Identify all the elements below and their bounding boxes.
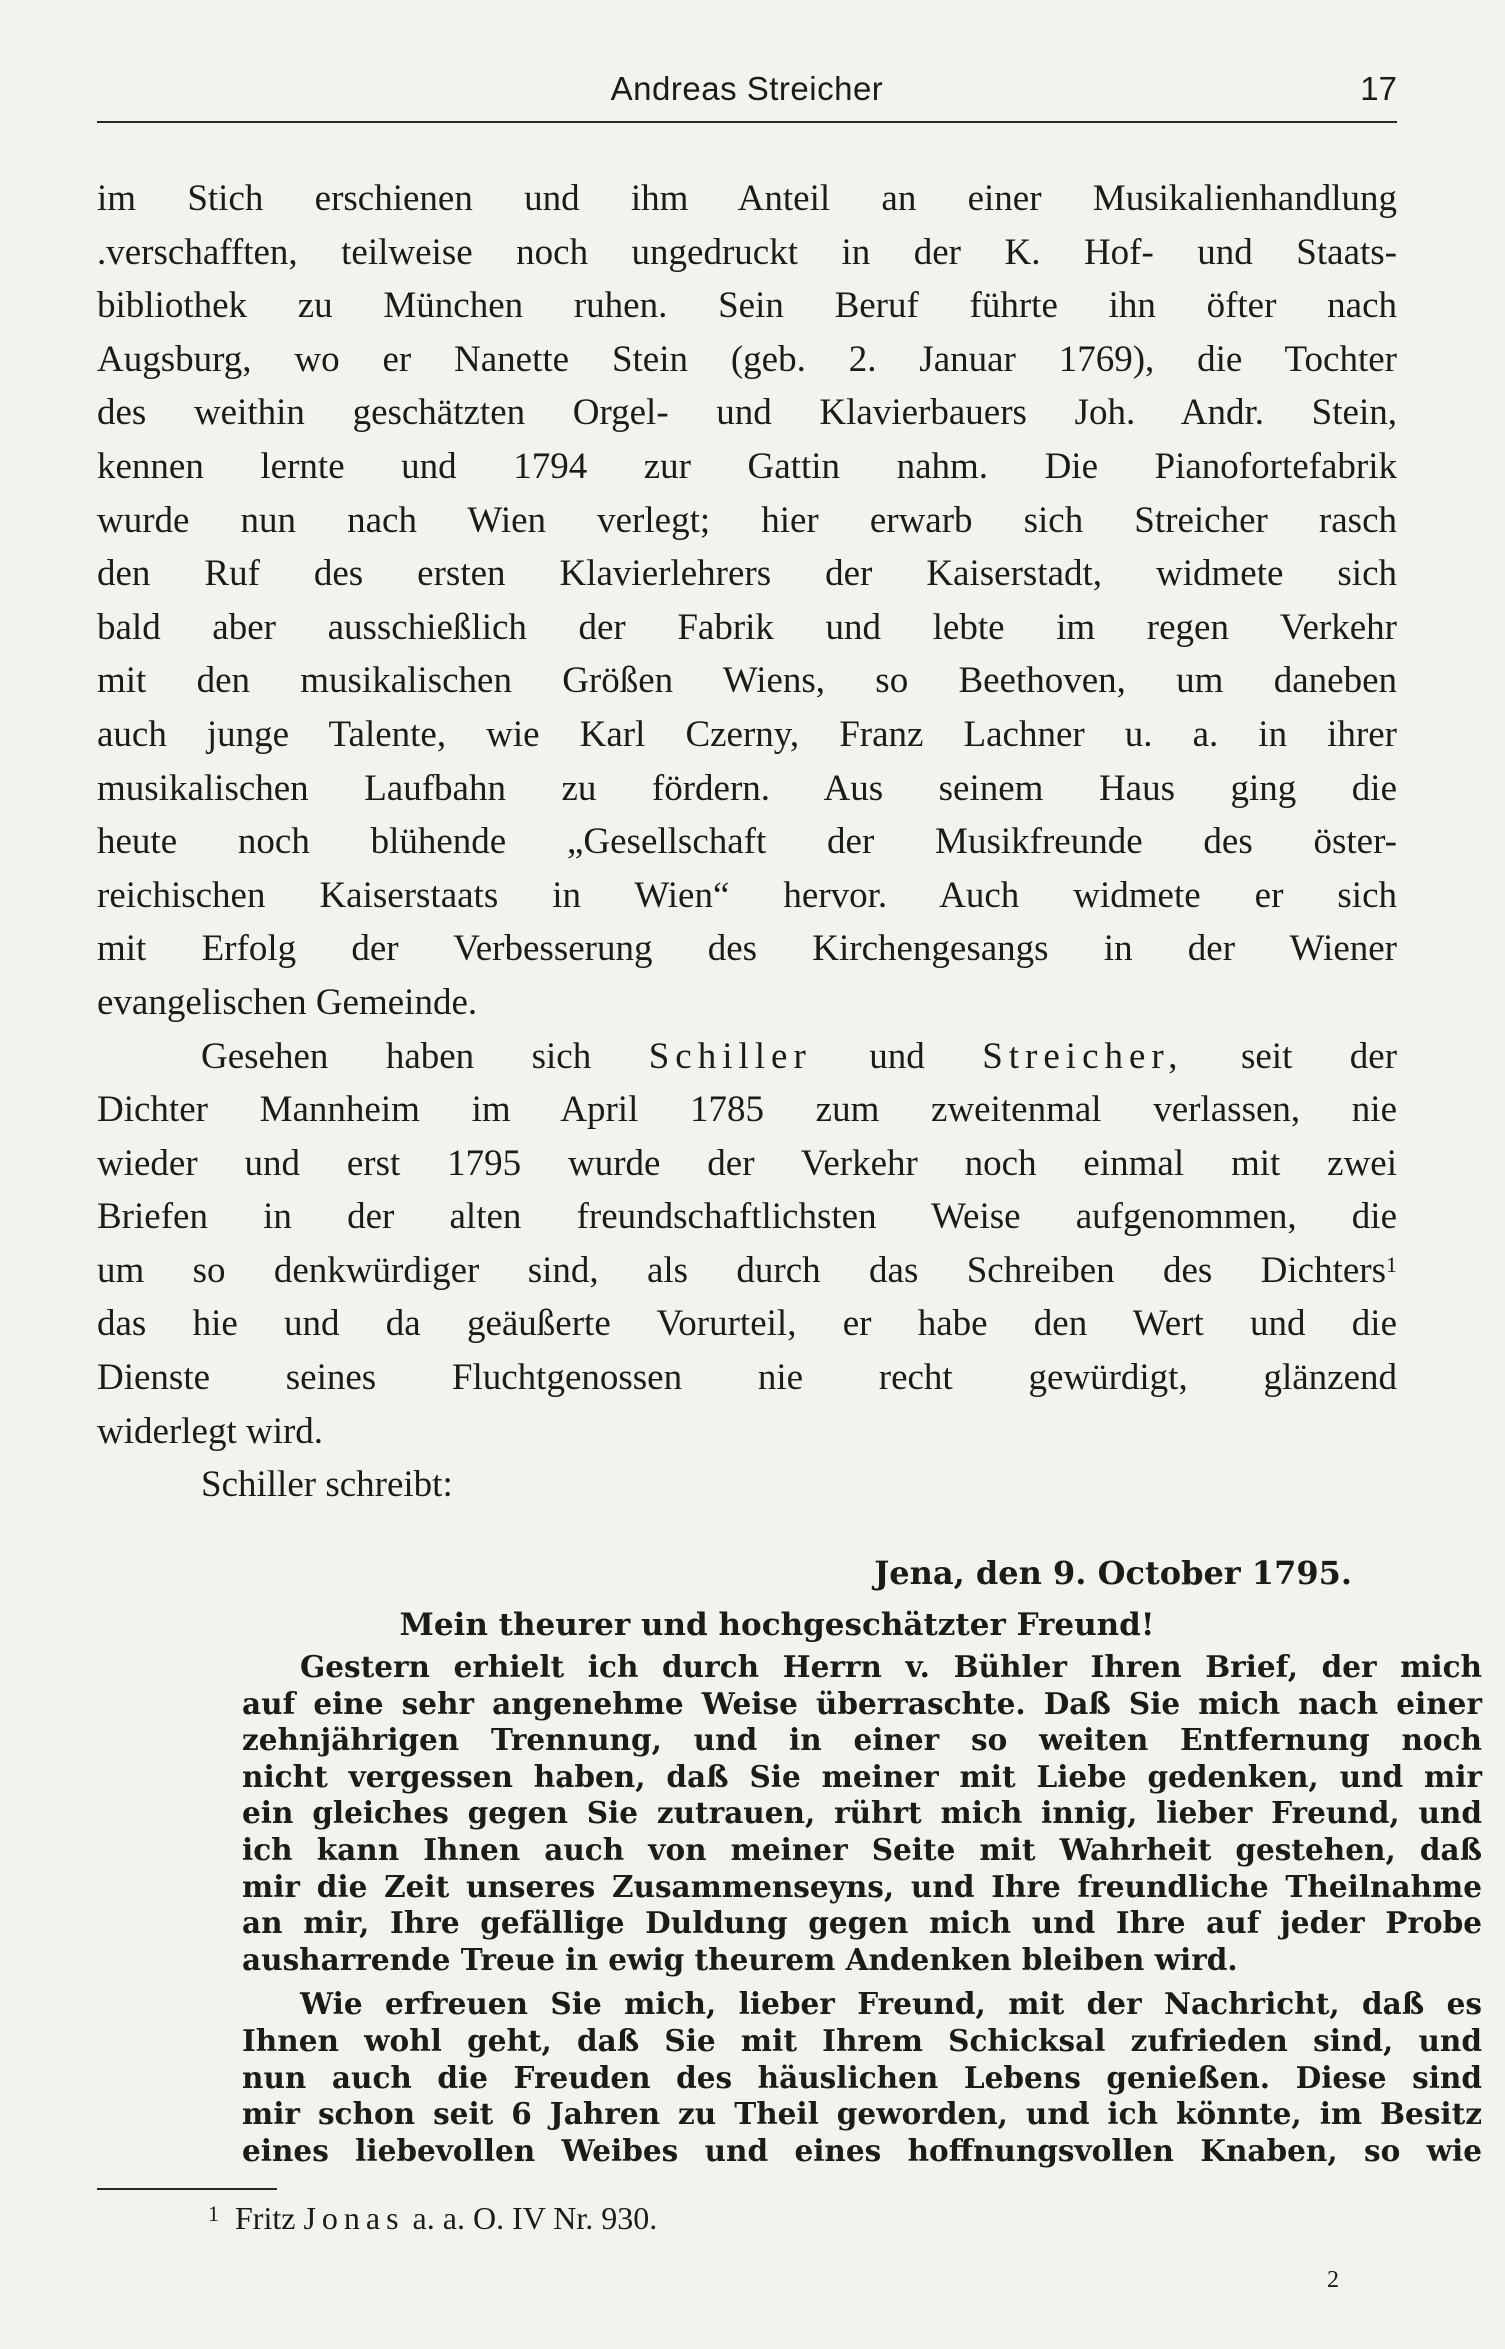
letter-line: nun auch die Freuden des häuslichen Lebens genießen. Diese sind [242, 2059, 1482, 2095]
text-line: wurde nun nach Wien verlegt; hier erwarb sich Streicher rasch [97, 499, 1397, 541]
letter-salutation: Mein theurer und hochgeschätzter Freund! [399, 1607, 1155, 1643]
footnote-ref: 1 [1386, 1251, 1397, 1277]
text-line: mit den musikalischen Größen Wiens, so Beethoven, um daneben [97, 660, 1397, 702]
letter-dateline: Jena, den 9. October 1795. [874, 1554, 1352, 1592]
text-line: wieder und erst 1795 wurde der Verkehr noch einmal mit zwei [97, 1142, 1397, 1184]
page-number: 17 [1360, 70, 1397, 107]
letter-line: an mir, Ihre gefällige Duldung gegen mich und Ihre auf jeder Probe [242, 1905, 1482, 1941]
text-line: heute noch blühende „Gesellschaft der Musikfreunde des öster- [97, 821, 1397, 863]
letter-body [242, 1649, 1482, 2169]
signature-mark: 2 [1327, 2267, 1339, 2293]
letter-line: Gestern erhielt ich durch Herrn v. Bühler Ihren Brief, der mich [300, 1649, 1482, 1684]
letter-line: eines liebevollen Weibes und eines hoffnungsvollen Knaben, so wie [242, 2132, 1482, 2168]
footnote-author: Jonas [303, 2200, 405, 2236]
text-line: evangelischen Gemeinde. [97, 981, 478, 1023]
text-line: auch junge Talente, wie Karl Czerny, Franz Lachner u. a. in ihrer [97, 713, 1397, 755]
letter-line: Ihnen wohl geht, daß Sie mit Ihrem Schicksal zufrieden sind, und [242, 2022, 1482, 2058]
letter-line: zehnjährigen Trennung, und in einer so weiten Entfernung noch [242, 1722, 1482, 1758]
footnote-rule [97, 2188, 277, 2190]
footnote: $^1$ Fritz Jonas a. a. O. IV Nr. 930. [208, 2200, 658, 2236]
text-line: das hie und da geäußerte Vorurteil, er habe den Wert und die [97, 1303, 1397, 1345]
text-line: musikalischen Laufbahn zu fördern. Aus seinem Haus ging die [97, 767, 1397, 809]
letter-line: nicht vergessen haben, daß Sie meiner mit Liebe gedenken, und mir [242, 1758, 1482, 1794]
name-streicher: Streicher, [982, 1035, 1184, 1077]
letter-line: mir schon seit 6 Jahren zu Theil geworden, und ich könnte, im Besitz [242, 2096, 1482, 2132]
paragraph-first-line: Gesehen haben sich Schiller und Streicher, seit der [201, 1035, 1398, 1077]
text-line: bald aber ausschießlich der Fabrik und lebte im regen Verkehr [97, 606, 1397, 648]
text-line: um so denkwürdiger sind, als durch das Schreiben des Dichters$^1$ [97, 1249, 1397, 1291]
letter-line: ausharrende Treue in ewig theurem Andenken bleiben wird. [242, 1941, 1238, 1977]
letter-line: ein gleiches gegen Sie zutrauen, rührt mich innig, lieber Freund, und [242, 1795, 1482, 1831]
footnote-number: 1 [208, 2201, 219, 2226]
header-rule [97, 121, 1397, 123]
letter-line: ich kann Ihnen auch von meiner Seite mit Wahrheit gestehen, daß [242, 1831, 1482, 1867]
text-line: den Ruf des ersten Klavierlehrers der Kaiserstadt, widmete sich [97, 553, 1397, 595]
intro-line: Schiller schreibt: [201, 1464, 453, 1506]
text-line: des weithin geschätzten Orgel- und Klavierbauers Joh. Andr. Stein, [97, 392, 1397, 434]
name-schiller: Schiller [648, 1035, 812, 1077]
running-head: Andreas Streicher [610, 70, 884, 107]
text-line: kennen lernte und 1794 zur Gattin nahm. Die Pianofortefabrik [97, 445, 1397, 487]
text-line: Briefen in der alten freundschaftlichsten Weise aufgenommen, die [97, 1196, 1397, 1238]
text-line: bibliothek zu München ruhen. Sein Beruf führte ihn öfter nach [97, 285, 1397, 327]
text-line: mit Erfolg der Verbesserung des Kirchengesangs in der Wiener [97, 928, 1397, 970]
text-line: reichischen Kaiserstaats in Wien“ hervor. Auch widmete er sich [97, 874, 1397, 916]
text-line: Dichter Mannheim im April 1785 zum zweitenmal verlassen, nie [97, 1089, 1397, 1131]
text-line: .verschafften, teilweise noch ungedruckt in der K. Hof- und Staats- [97, 231, 1397, 273]
text-line: im Stich erschienen und ihm Anteil an einer Musikalienhandlung [97, 178, 1397, 219]
text-line: Dienste seines Fluchtgenossen nie recht gewürdigt, glänzend [97, 1357, 1397, 1399]
page-header [97, 70, 1397, 120]
letter-line: mir die Zeit unseres Zusammenseyns, und Ihre freundliche Theilnahme [242, 1868, 1482, 1904]
quoted-letter [97, 1545, 1482, 2169]
main-text [97, 172, 1397, 1512]
letter-line: Wie erfreuen Sie mich, lieber Freund, mit der Nachricht, daß es [300, 1986, 1482, 2022]
letter-line: auf eine sehr angenehme Weise überraschte. Daß Sie mich nach einer [242, 1685, 1482, 1721]
text-line: widerlegt wird. [97, 1410, 324, 1452]
text-line: Augsburg, wo er Nanette Stein (geb. 2. Januar 1769), die Tochter [97, 338, 1397, 380]
